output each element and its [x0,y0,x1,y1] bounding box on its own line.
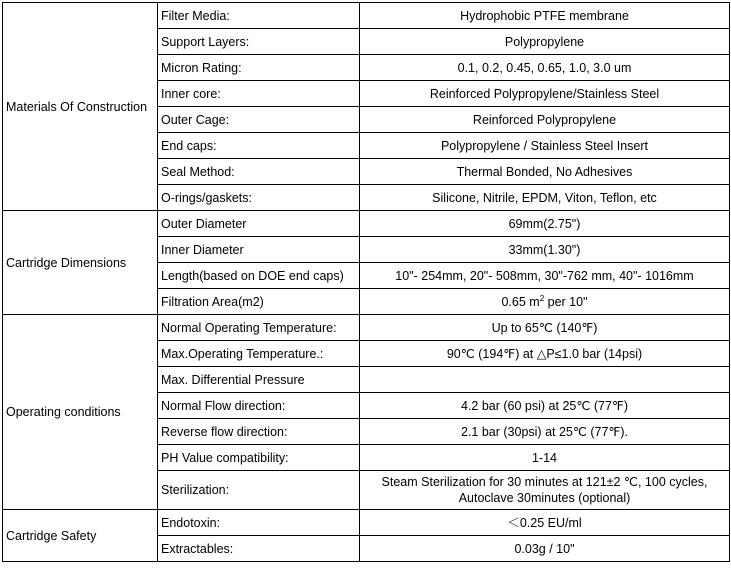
parameter-cell: Support Layers: [158,29,360,55]
value-cell: 4.2 bar (60 psi) at 25℃ (77℉) [360,393,730,419]
specification-table [2,2,730,562]
parameter-cell: End caps: [158,133,360,159]
value-cell: Polypropylene / Stainless Steel Insert [360,133,730,159]
value-cell: 0.03g / 10" [360,536,730,562]
parameter-cell: Max.Operating Temperature.: [158,341,360,367]
table-row [3,510,730,536]
value-cell: Reinforced Polypropylene/Stainless Steel [360,81,730,107]
superscript: 2 [539,293,545,303]
value-cell: Reinforced Polypropylene [360,107,730,133]
value-cell [360,471,730,510]
parameter-cell: Filter Media: [158,3,360,29]
parameter-cell: Normal Flow direction: [158,393,360,419]
value-cell: 69mm(2.75") [360,211,730,237]
value-text: 0.65 m [501,294,540,309]
parameter-cell: Extractables: [158,536,360,562]
table-row [3,3,730,29]
value-text-suffix: per 10" [544,294,588,309]
parameter-cell: Outer Cage: [158,107,360,133]
category-cell: Cartridge Dimensions [3,211,158,315]
value-cell [360,367,730,393]
parameter-cell: Micron Rating: [158,55,360,81]
value-cell: 33mm(1.30") [360,237,730,263]
value-cell: 10"- 254mm, 20"- 508mm, 30"-762 mm, 40"- 1016mm [360,263,730,289]
parameter-cell: Seal Method: [158,159,360,185]
value-cell: Up to 65℃ (140℉) [360,315,730,341]
value-cell: 90℃ (194℉) at △P≤1.0 bar (14psi) [360,341,730,367]
parameter-cell: Filtration Area(m2) [158,289,360,315]
parameter-cell: Reverse flow direction: [158,419,360,445]
category-cell: Materials Of Construction [3,3,158,211]
value-text: Steam Sterilization for 30 minutes at 121±2 ℃, 100 cycles, [381,475,708,489]
value-cell: 2.1 bar (30psi) at 25℃ (77℉). [360,419,730,445]
value-cell: Silicone, Nitrile, EPDM, Viton, Teflon, etc [360,185,730,211]
value-cell: 1-14 [360,445,730,471]
value-text-line2: Autoclave 30minutes (optional) [458,491,631,505]
table-row [3,315,730,341]
category-cell: Cartridge Safety [3,510,158,562]
category-cell: Operating conditions [3,315,158,510]
parameter-cell: PH Value compatibility: [158,445,360,471]
parameter-cell: Outer Diameter [158,211,360,237]
parameter-cell: Sterilization: [158,471,360,510]
parameter-cell: O-rings/gaskets: [158,185,360,211]
parameter-cell: Inner core: [158,81,360,107]
value-cell: Hydrophobic PTFE membrane [360,3,730,29]
value-cell: ＜0.25 EU/ml [360,510,730,536]
value-cell: Polypropylene [360,29,730,55]
parameter-cell: Endotoxin: [158,510,360,536]
parameter-cell: Max. Differential Pressure [158,367,360,393]
value-cell: 0.1, 0.2, 0.45, 0.65, 1.0, 3.0 um [360,55,730,81]
table-row [3,211,730,237]
parameter-cell: Normal Operating Temperature: [158,315,360,341]
spec-table-container [2,2,730,562]
value-cell [360,289,730,315]
parameter-cell: Length(based on DOE end caps) [158,263,360,289]
parameter-cell: Inner Diameter [158,237,360,263]
value-cell: Thermal Bonded, No Adhesives [360,159,730,185]
